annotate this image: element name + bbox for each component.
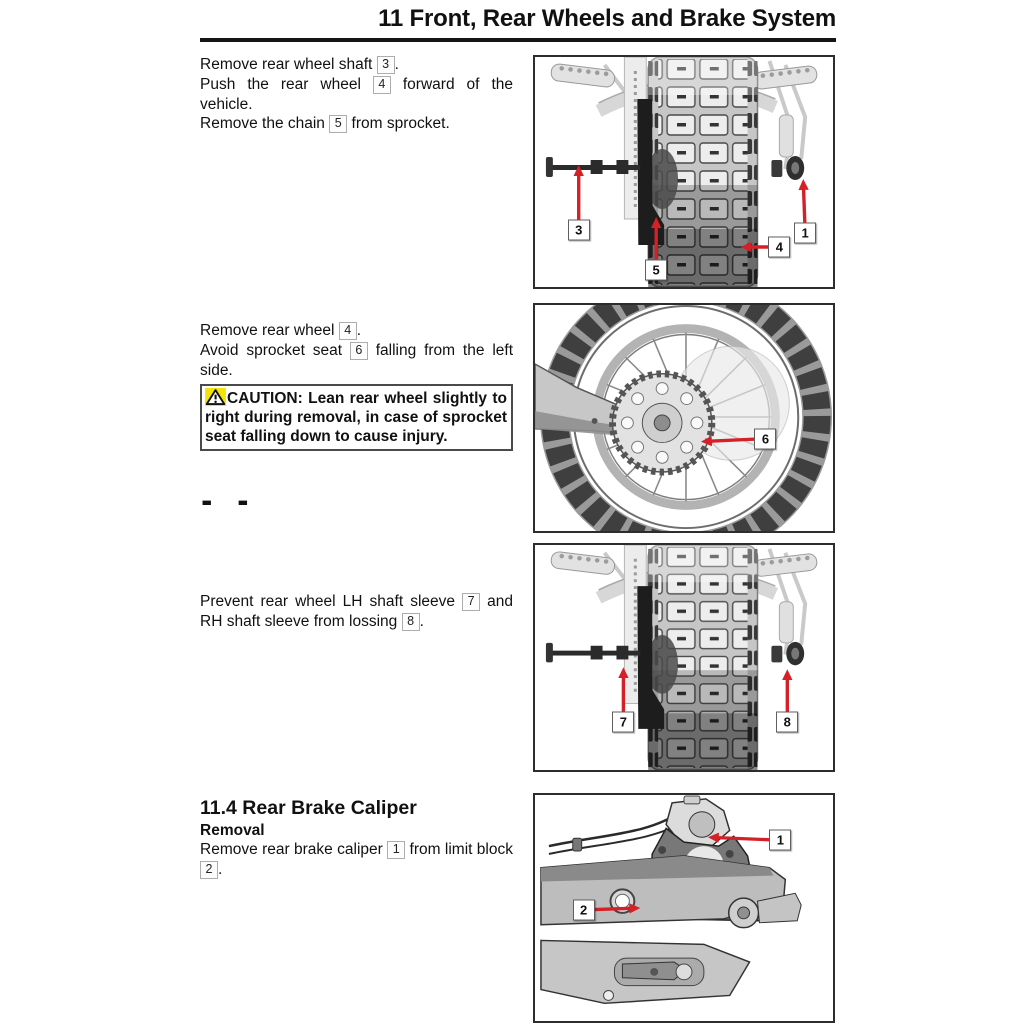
figure-sprocket-seat xyxy=(533,303,835,533)
callout-label: 5 xyxy=(645,260,667,281)
instruction-lines xyxy=(200,321,513,380)
instruction-block-wheel-removal xyxy=(200,321,513,451)
instruction-block-shaft-sleeves xyxy=(200,592,513,632)
arrowhead xyxy=(782,669,792,680)
part-number-box: 6 xyxy=(350,342,368,360)
part-number-box: 2 xyxy=(200,861,218,879)
part-number-box: 1 xyxy=(387,841,405,859)
figure-shaft-sleeves xyxy=(533,543,835,772)
section-heading: 11.4 Rear Brake Caliper xyxy=(200,797,417,819)
caution-box xyxy=(200,384,513,451)
callout-label: 6 xyxy=(754,428,776,449)
callout-label: 3 xyxy=(568,220,590,241)
section-rear-brake-caliper xyxy=(200,797,513,880)
part-number-box: 5 xyxy=(329,115,347,133)
callout-arrow-layer xyxy=(535,545,833,770)
arrowhead xyxy=(629,903,640,913)
arrowhead xyxy=(618,667,628,678)
arrowhead xyxy=(741,242,752,252)
instruction-block-shaft-removal xyxy=(200,55,513,134)
title-underline xyxy=(200,38,836,42)
instruction-line: Push the rear wheel 4 forward of the vehicle. xyxy=(200,75,514,113)
instruction-line: Remove rear wheel shaft 3 . xyxy=(200,56,399,73)
instruction-line: Remove the chain 5 from sprocket. xyxy=(200,115,450,133)
instruction-line: Remove rear wheel 4 . xyxy=(200,322,362,339)
instruction-line: Avoid sprocket seat 6 falling from the left side. xyxy=(200,341,513,379)
subsection-heading: Removal xyxy=(200,822,265,839)
instruction-line: Remove rear brake caliper 1 from limit block 2 . xyxy=(200,841,513,878)
part-number-box: 4 xyxy=(339,322,357,340)
callout-label: 7 xyxy=(612,712,634,733)
callout-label: 4 xyxy=(768,237,790,258)
callout-label: 1 xyxy=(794,223,816,244)
figure-rear-wheel-shaft xyxy=(533,55,835,289)
arrowhead xyxy=(701,436,712,446)
instruction-line: Prevent rear wheel LH shaft sleeve 7 and RH shaft sleeve from lossing 8 . xyxy=(200,593,514,630)
arrowhead xyxy=(708,833,719,843)
instruction-lines xyxy=(200,840,513,880)
part-number-box: 8 xyxy=(402,613,420,631)
callout-label: 1 xyxy=(769,830,791,851)
callout-arrow-layer xyxy=(535,305,833,531)
callout-label: 2 xyxy=(573,899,595,920)
part-number-box: 7 xyxy=(462,593,480,611)
figure-rear-brake-caliper xyxy=(533,793,835,1023)
callout-label: 8 xyxy=(776,712,798,733)
part-number-box: 3 xyxy=(377,56,395,74)
caution-text: CAUTION: Lean rear wheel slightly to right during removal, in case of sprocket seat falling down to cause injury. xyxy=(205,390,507,445)
arrowhead xyxy=(574,165,584,176)
arrowhead xyxy=(651,217,661,228)
arrowhead xyxy=(798,179,808,190)
part-number-box: 4 xyxy=(373,76,391,94)
separator-dashes: – – xyxy=(202,476,259,526)
warning-triangle-icon xyxy=(205,388,226,406)
page-title: 11 Front, Rear Wheels and Brake System xyxy=(378,5,836,32)
